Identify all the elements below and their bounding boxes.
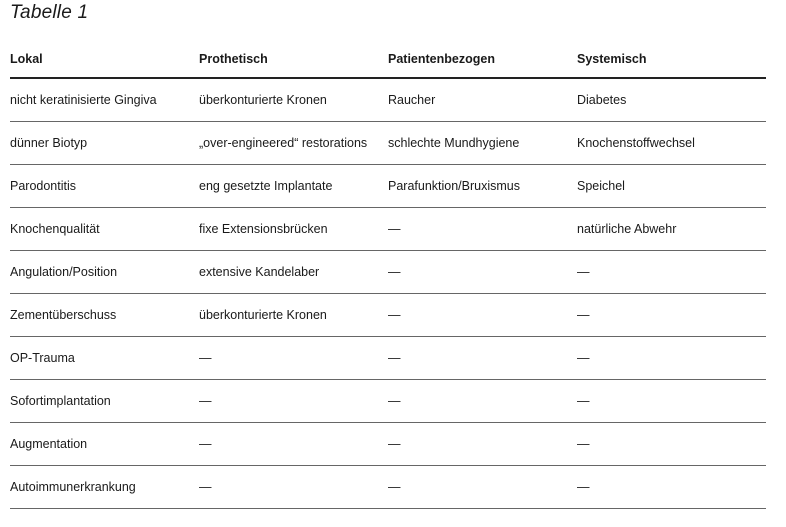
table-row <box>10 294 766 337</box>
table-cell: — <box>577 466 766 509</box>
table-body <box>10 78 766 509</box>
table-row <box>10 251 766 294</box>
table-cell: dünner Biotyp <box>10 122 199 165</box>
risk-factor-table <box>10 40 766 509</box>
table-row <box>10 466 766 509</box>
table-cell: Diabetes <box>577 78 766 122</box>
table-cell: — <box>577 294 766 337</box>
table-cell: OP-Trauma <box>10 337 199 380</box>
table-cell: Knochenqualität <box>10 208 199 251</box>
header-row <box>10 40 766 78</box>
table-cell: — <box>577 380 766 423</box>
table-cell: überkonturierte Kronen <box>199 78 388 122</box>
table-cell: Autoimmunerkrankung <box>10 466 199 509</box>
header-lokal: Lokal <box>10 40 199 78</box>
header-patientenbezogen: Patientenbezogen <box>388 40 577 78</box>
table-cell: Zementüberschuss <box>10 294 199 337</box>
table-cell: Augmentation <box>10 423 199 466</box>
table-cell: — <box>388 208 577 251</box>
table-cell: Parafunktion/Bruxismus <box>388 165 577 208</box>
table-cell: überkonturierte Kronen <box>199 294 388 337</box>
table-row <box>10 380 766 423</box>
table-cell: Angulation/Position <box>10 251 199 294</box>
table-row <box>10 337 766 380</box>
table-cell: Knochenstoffwechsel <box>577 122 766 165</box>
table-cell: fixe Extensionsbrücken <box>199 208 388 251</box>
table-cell: — <box>388 466 577 509</box>
table-cell: „over-engineered“ restorations <box>199 122 388 165</box>
table-cell: — <box>199 466 388 509</box>
table-cell: Raucher <box>388 78 577 122</box>
table-row <box>10 78 766 122</box>
table-cell: — <box>388 294 577 337</box>
table-cell: — <box>577 251 766 294</box>
table-row <box>10 122 766 165</box>
table-caption: Tabelle 1 <box>10 2 89 23</box>
table-row <box>10 423 766 466</box>
table-cell: — <box>388 337 577 380</box>
table-cell: — <box>199 380 388 423</box>
table-cell: — <box>388 380 577 423</box>
table-cell: extensive Kandelaber <box>199 251 388 294</box>
table-cell: — <box>577 423 766 466</box>
table-cell: — <box>199 423 388 466</box>
table-cell: Speichel <box>577 165 766 208</box>
header-systemisch: Systemisch <box>577 40 766 78</box>
header-prothetisch: Prothetisch <box>199 40 388 78</box>
table-cell: natürliche Abwehr <box>577 208 766 251</box>
table-cell: Parodontitis <box>10 165 199 208</box>
table-row <box>10 208 766 251</box>
table-cell: — <box>577 337 766 380</box>
table-cell: Sofortimplantation <box>10 380 199 423</box>
table-cell: — <box>199 337 388 380</box>
table-cell: eng gesetzte Implantate <box>199 165 388 208</box>
table-cell: — <box>388 251 577 294</box>
table-cell: nicht keratinisierte Gingiva <box>10 78 199 122</box>
table-row <box>10 165 766 208</box>
table-cell: — <box>388 423 577 466</box>
table-cell: schlechte Mundhygiene <box>388 122 577 165</box>
table-header <box>10 40 766 78</box>
